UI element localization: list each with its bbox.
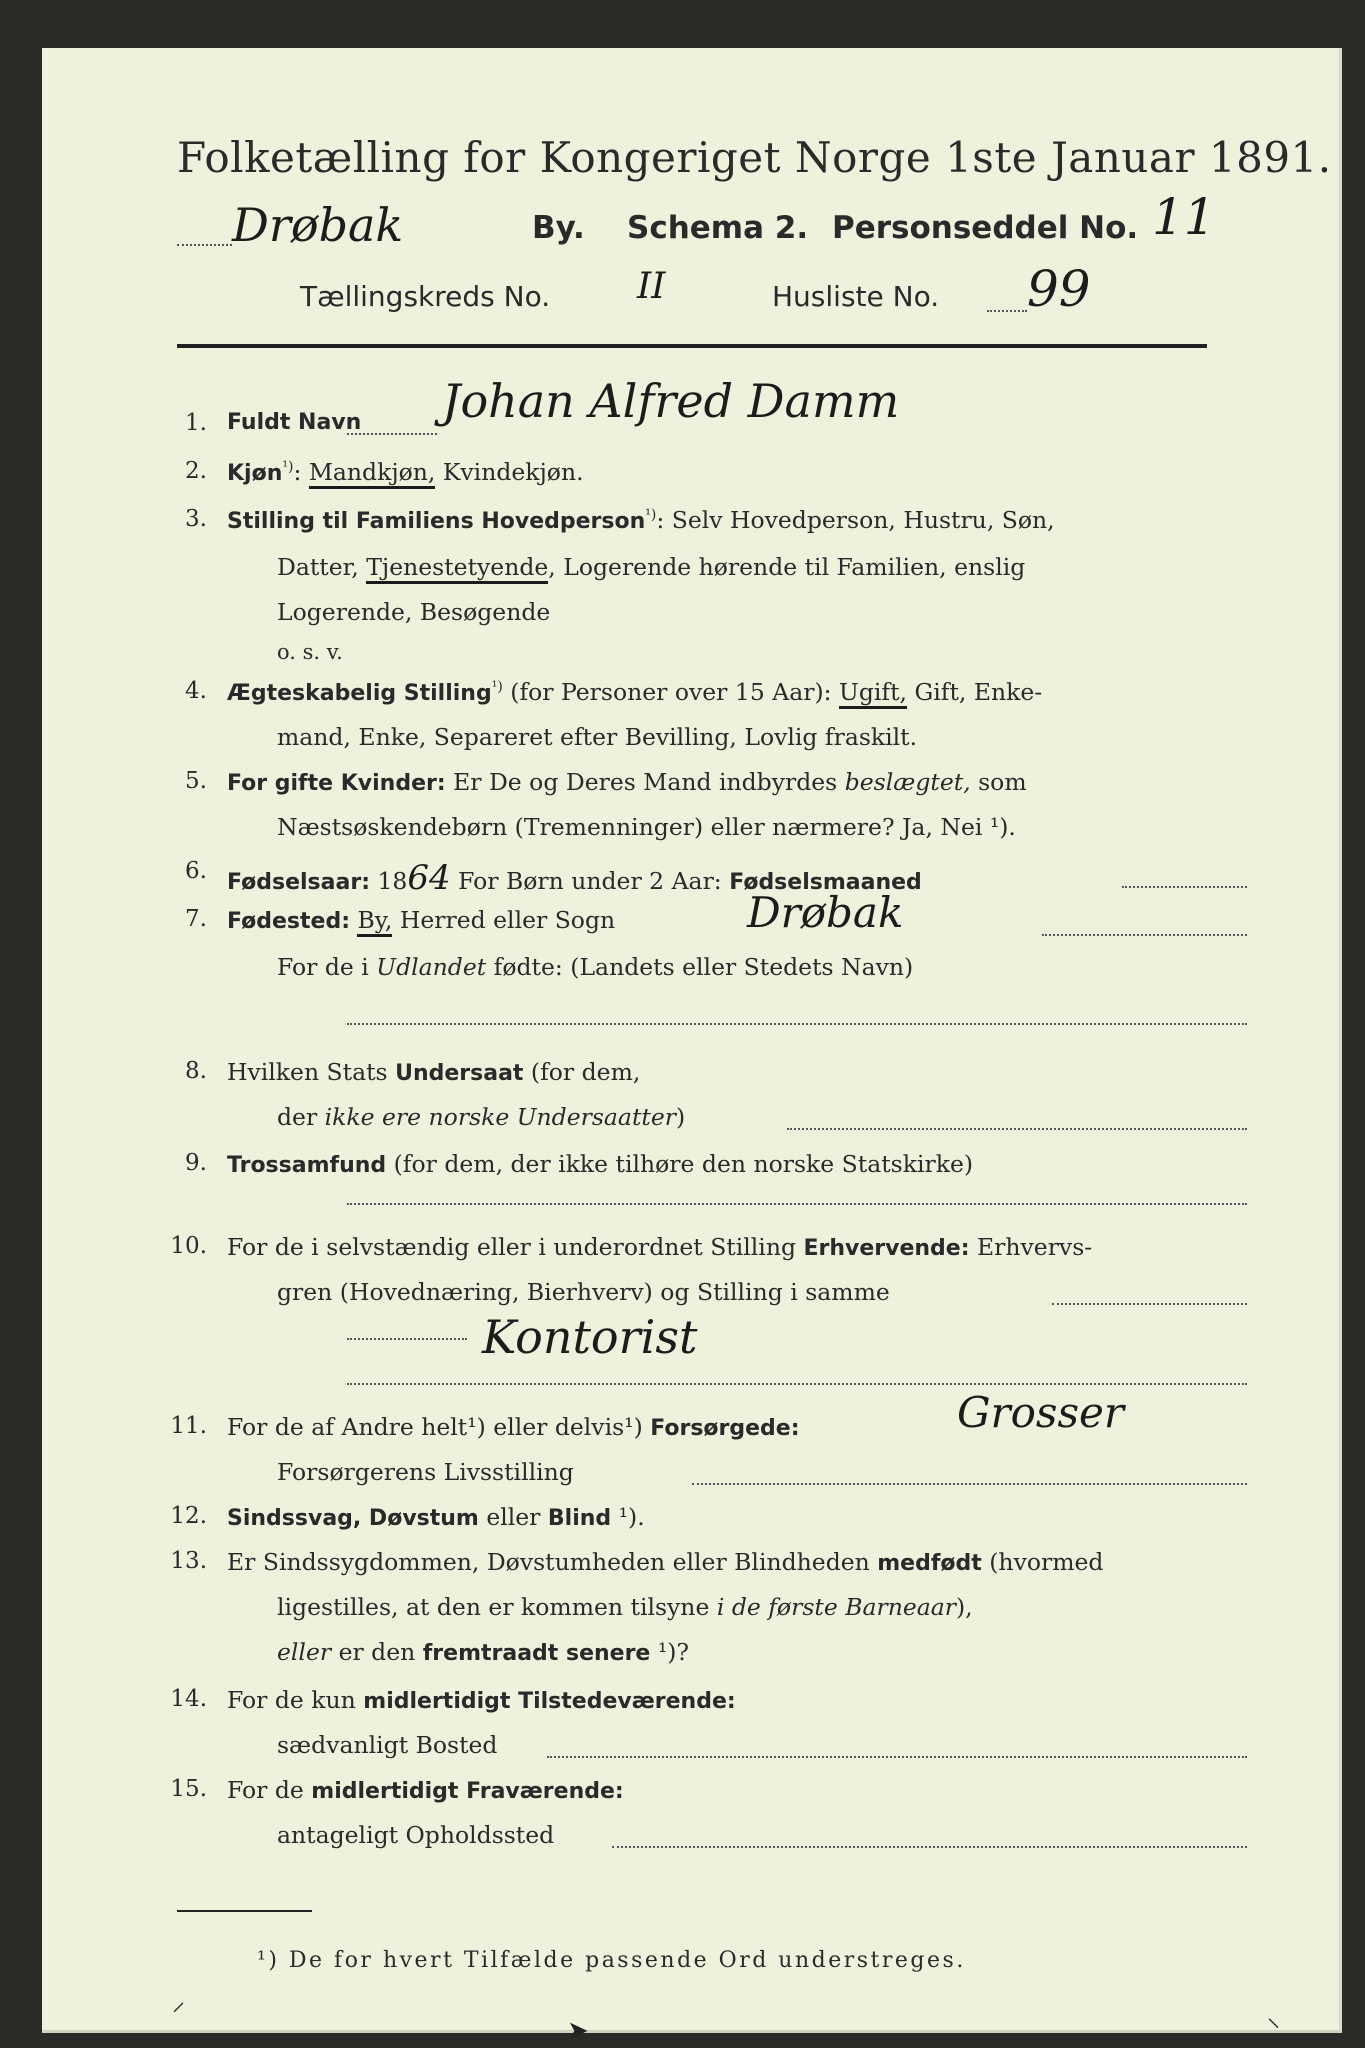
text: (for dem, xyxy=(523,1058,641,1086)
item-10-line1 xyxy=(227,1233,1092,1261)
item-13-line1 xyxy=(227,1548,1103,1576)
footnote-marker: ¹) xyxy=(645,507,657,524)
item-label: midlertidigt Tilstedeværende: xyxy=(363,1689,736,1714)
form-title: Folketælling for Kongeriget Norge 1ste Januar 1891. xyxy=(177,133,1332,182)
item-label: midlertidigt Fraværende: xyxy=(311,1779,624,1804)
item-5-line1 xyxy=(227,768,1027,796)
item-15-line2: antageligt Opholdssted xyxy=(277,1821,555,1849)
schema-label: Schema 2. xyxy=(627,210,809,246)
by-label: By. xyxy=(532,210,585,246)
item-12-line xyxy=(227,1503,645,1531)
footnote-text: ¹) De for hvert Tilfælde passende Ord understreges. xyxy=(257,1948,966,1973)
item-number: 3. xyxy=(185,506,207,532)
text: , Logerende hørende til Familien, enslig xyxy=(548,553,1026,581)
item-number: 2. xyxy=(185,458,207,484)
text: Herred eller Sogn xyxy=(392,906,616,934)
stray-mark: ⸜ xyxy=(1267,2003,1281,2033)
dotted-leader xyxy=(1122,886,1247,888)
text: For de kun xyxy=(227,1686,364,1714)
item-3-line3: Logerende, Besøgende xyxy=(277,598,551,626)
text: eller xyxy=(478,1503,548,1531)
city-handwritten: Drøbak xyxy=(232,198,404,252)
item-number: 13. xyxy=(170,1548,207,1574)
text: er den xyxy=(331,1638,423,1666)
text: For de af Andre helt¹) eller delvis¹) xyxy=(227,1413,651,1441)
year-prefix: 18 xyxy=(370,867,408,895)
item-10-line2: gren (Hovednæring, Bierhverv) og Stilling i samme xyxy=(277,1278,890,1306)
text: ) xyxy=(675,1103,686,1131)
item-8-line1 xyxy=(227,1058,640,1086)
item-label: Fødselsmaaned xyxy=(729,870,922,895)
item-number: 11. xyxy=(170,1413,207,1439)
option-underlined: By, xyxy=(357,906,392,937)
item-7-line1 xyxy=(227,906,615,934)
text: For de i xyxy=(277,953,377,981)
stray-mark: ⸍ xyxy=(172,1998,186,2028)
item-7-line2 xyxy=(277,953,913,981)
item-label: Erhvervende: xyxy=(803,1236,970,1261)
text: (for dem, der ikke tilhøre den norske Statskirke) xyxy=(386,1150,974,1178)
taellingskreds-label: Tællingskreds No. xyxy=(300,280,551,313)
text: ¹). xyxy=(611,1503,645,1531)
item-number: 12. xyxy=(170,1503,207,1529)
text: Erhvervs- xyxy=(969,1233,1093,1261)
item-3-line4: o. s. v. xyxy=(277,640,343,664)
item-13-line3 xyxy=(277,1638,689,1666)
option-underlined: Ugift, xyxy=(839,678,907,709)
italic-text: eller xyxy=(277,1638,332,1666)
dotted-leader xyxy=(692,1483,1247,1485)
census-form xyxy=(42,48,1342,2046)
item-label: Fødselsaar: xyxy=(227,870,370,895)
item-number: 5. xyxy=(185,768,207,794)
item-number: 9. xyxy=(185,1150,207,1176)
item-label: Ægteskabelig Stilling xyxy=(227,681,492,706)
birthplace-handwritten: Drøbak xyxy=(747,888,904,937)
item-label: medfødt xyxy=(877,1551,982,1576)
item-14-line2: sædvanligt Bosted xyxy=(277,1731,498,1759)
text: For de i selvstændig eller i underordnet Stilling xyxy=(227,1233,804,1261)
item-13-line2 xyxy=(277,1593,973,1621)
option-underlined: Mandkjøn, xyxy=(309,458,436,489)
option-underlined: Tjenestetyende xyxy=(366,553,548,584)
header-rule xyxy=(177,344,1207,348)
text: Gift, Enke- xyxy=(907,678,1043,706)
text: : xyxy=(293,458,309,486)
dotted-leader xyxy=(987,310,1027,312)
item-label: Forsørgede: xyxy=(650,1416,800,1441)
item-label: gifte Kvinder: xyxy=(274,771,446,796)
occupation-handwritten: Kontorist xyxy=(482,1310,698,1364)
item-number: 7. xyxy=(185,906,207,932)
text: Datter, xyxy=(277,553,367,581)
item-9-line xyxy=(227,1150,973,1178)
italic-text: ikke ere norske Undersaatter xyxy=(324,1103,676,1131)
italic-text: i de første Barneaar xyxy=(716,1593,957,1621)
item-11-line2: Forsørgerens Livsstilling xyxy=(277,1458,574,1486)
item-15-line1 xyxy=(227,1776,624,1804)
item-label: Kjøn xyxy=(227,461,283,486)
provider-occupation-handwritten: Grosser xyxy=(957,1388,1124,1437)
footnote-marker: ¹) xyxy=(282,459,294,476)
item-number: 6. xyxy=(185,858,207,884)
item-number: 8. xyxy=(185,1058,207,1084)
item-label: Trossamfund xyxy=(227,1153,387,1178)
item-label: fremtraadt senere xyxy=(422,1641,651,1666)
footnote-marker: ¹) xyxy=(491,679,503,696)
text: For de xyxy=(227,1776,312,1804)
birth-year-handwritten: 64 xyxy=(407,858,451,898)
dotted-leader xyxy=(177,244,232,246)
option: Kvindekjøn. xyxy=(435,458,584,486)
text: For xyxy=(227,771,275,796)
dotted-leader xyxy=(1052,1303,1247,1305)
text: fødte: (Landets eller Stedets Navn) xyxy=(486,953,914,981)
dotted-leader xyxy=(347,433,437,435)
text: ligestilles, at den er kommen tilsyne xyxy=(277,1593,717,1621)
item-number: 10. xyxy=(170,1233,207,1259)
text: der xyxy=(277,1103,325,1131)
item-11-line1 xyxy=(227,1413,800,1441)
dotted-leader xyxy=(612,1846,1247,1848)
dotted-leader xyxy=(347,1383,1247,1385)
taellingskreds-number: II xyxy=(637,266,666,307)
item-8-line2 xyxy=(277,1103,685,1131)
item-14-line1 xyxy=(227,1686,736,1714)
dotted-leader xyxy=(787,1128,1247,1130)
text: som xyxy=(970,768,1027,796)
dotted-leader xyxy=(347,1203,1247,1205)
text: (for Personer over 15 Aar): xyxy=(502,678,840,706)
item-label: Fuldt Navn xyxy=(227,410,362,435)
text: ), xyxy=(956,1593,973,1621)
item-number: 1. xyxy=(185,410,207,436)
item-label: Blind xyxy=(547,1506,612,1531)
personseddel-number: 11 xyxy=(1152,188,1216,246)
item-number: 15. xyxy=(170,1776,207,1802)
text: ¹)? xyxy=(650,1638,690,1666)
item-4-line1 xyxy=(227,678,1042,706)
dotted-leader xyxy=(547,1756,1247,1758)
item-label: Undersaat xyxy=(395,1061,524,1086)
husliste-label: Husliste No. xyxy=(772,280,940,313)
item-label: Fødested: xyxy=(227,909,350,934)
text: Er De og Deres Mand indbyrdes xyxy=(445,768,845,796)
full-name-handwritten: Johan Alfred Damm xyxy=(442,374,900,428)
husliste-number: 99 xyxy=(1027,260,1091,318)
footnote-rule xyxy=(177,1910,312,1912)
italic-text: beslægtet, xyxy=(844,768,971,796)
item-label: Stilling til Familiens Hovedperson xyxy=(227,509,646,534)
item-3-line2 xyxy=(277,553,1025,581)
item-5-line2: Næstsøskendebørn (Tremenninger) eller nærmere? Ja, Nei ¹). xyxy=(277,813,1016,841)
item-number: 4. xyxy=(185,678,207,704)
dotted-leader xyxy=(347,1023,1247,1025)
item-number: 14. xyxy=(170,1686,207,1712)
item-2-line xyxy=(227,458,584,486)
personseddel-label: Personseddel No. xyxy=(832,210,1139,246)
item-4-line2: mand, Enke, Separeret efter Bevilling, Lovlig fraskilt. xyxy=(277,723,918,751)
text: Er Sindssygdommen, Døvstumheden eller Blindheden xyxy=(227,1548,878,1576)
text: Hvilken Stats xyxy=(227,1058,396,1086)
stray-mark: ➤ xyxy=(567,2016,589,2046)
dotted-leader xyxy=(347,1338,467,1340)
item-label: Sindssvag, Døvstum xyxy=(227,1506,479,1531)
italic-text: Udlandet xyxy=(376,953,487,981)
text: (hvormed xyxy=(981,1548,1104,1576)
text: For Børn under 2 Aar: xyxy=(450,867,730,895)
dotted-leader xyxy=(1042,934,1247,936)
text: : Selv Hovedperson, Hustru, Søn, xyxy=(656,506,1055,534)
item-3-line1 xyxy=(227,506,1055,534)
